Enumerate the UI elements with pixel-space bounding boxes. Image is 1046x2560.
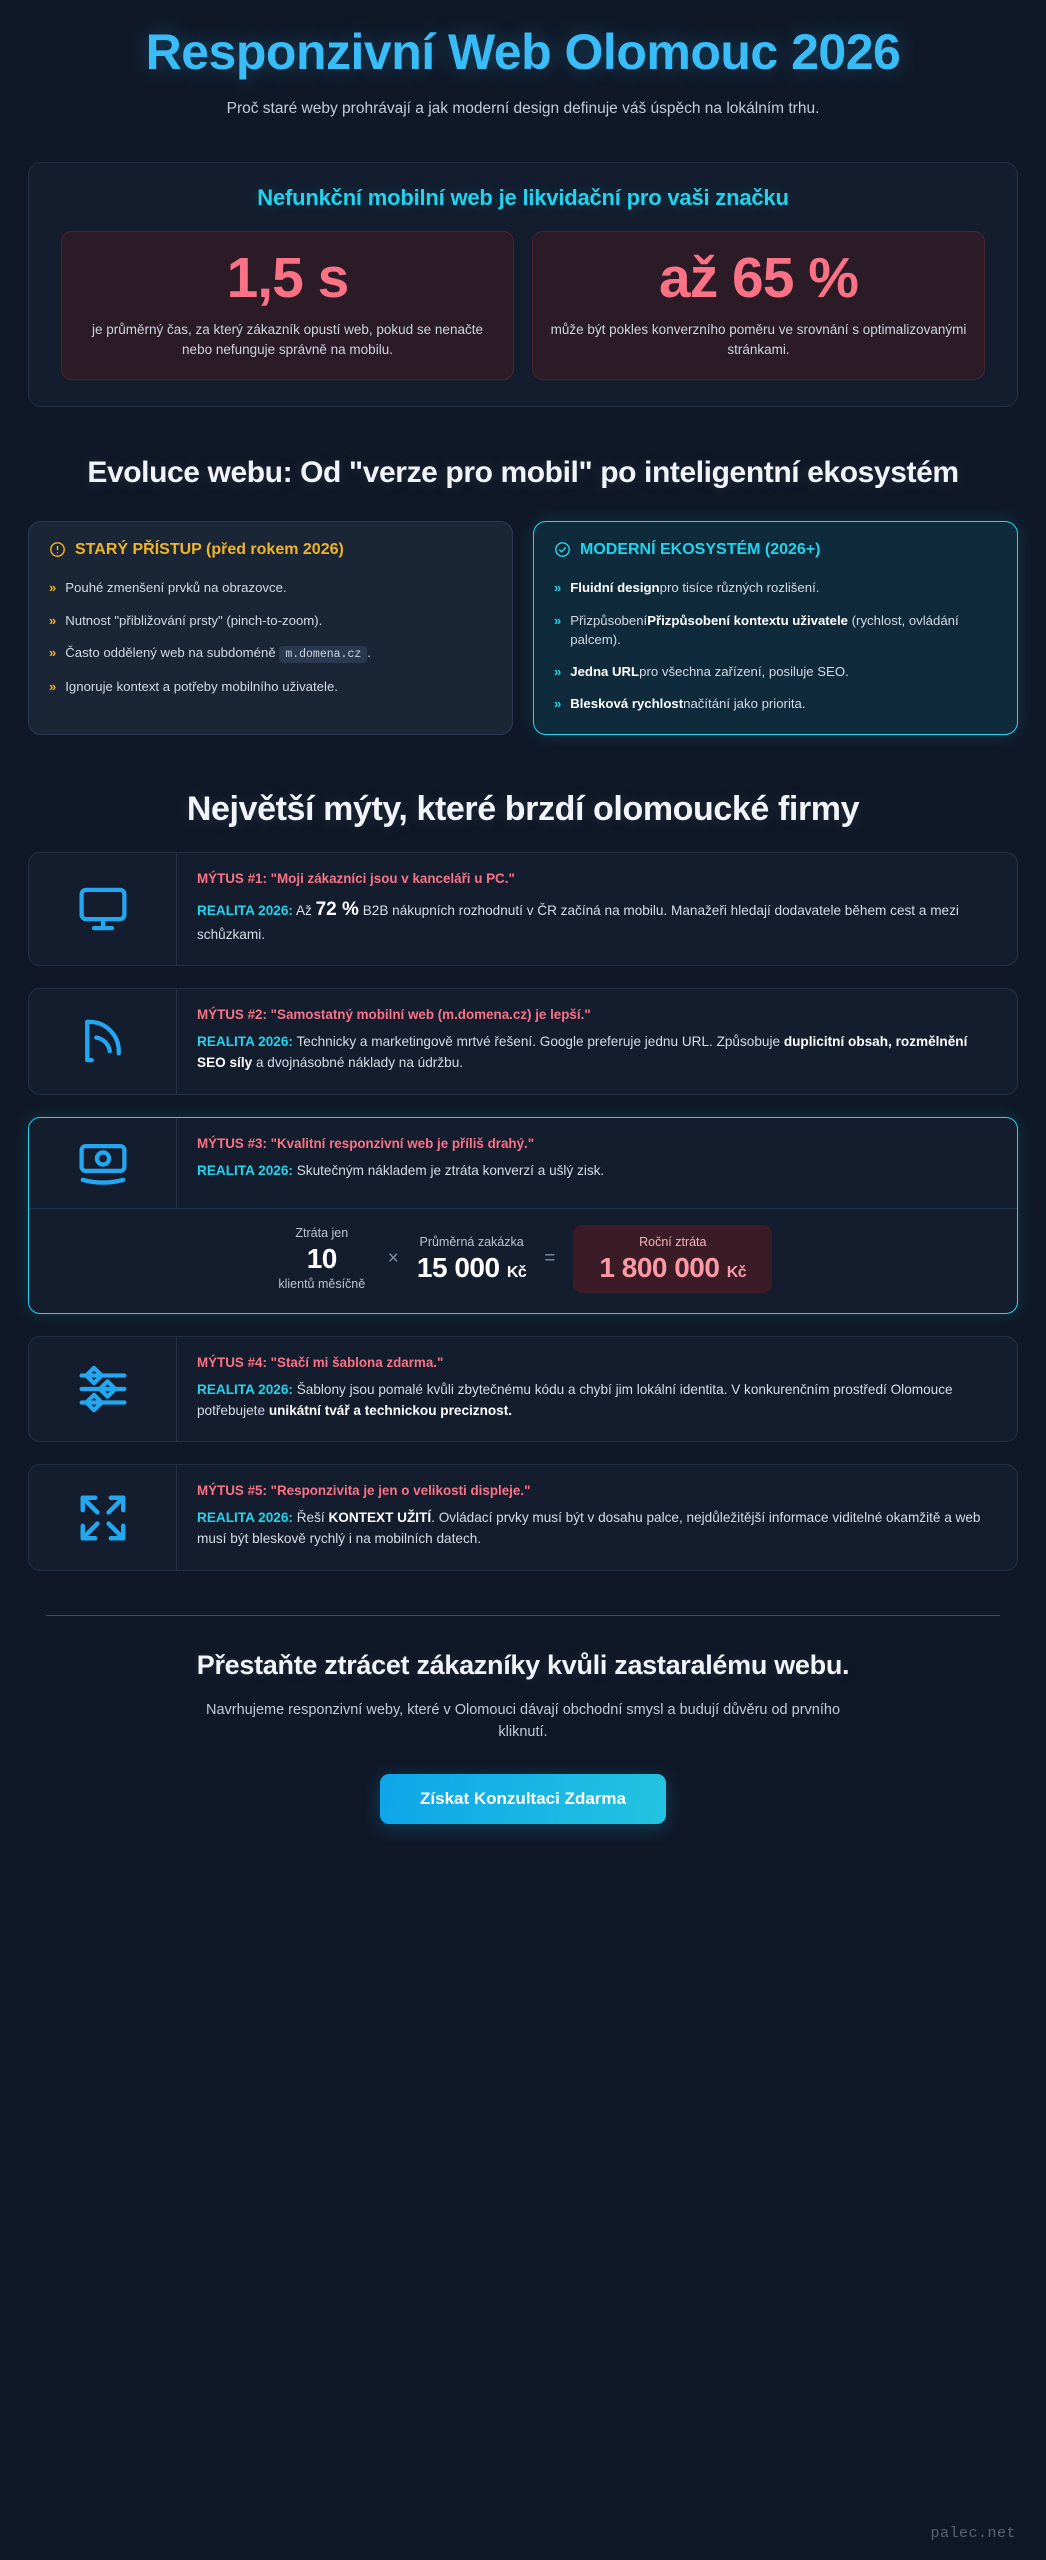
reality-post: . Ovládací prvky musí být v dosahu palce, nejdůležitější informace viditelné okamžitě a web musí být bleskově rychlý i na mobilních datech. [197,1510,981,1547]
list-item-text: Pouhé zmenšení prvků na obrazovce. [65,580,287,596]
calc-currency: Kč [726,1263,747,1281]
chevron-right-icon: » [554,663,562,679]
page-subtitle: Proč staré weby prohrávají a jak moderní design definuje váš úspěch na lokálním trhu. [226,100,820,117]
multiply-operator: × [387,1247,399,1269]
comparison-row [28,521,1018,735]
list-item [49,578,492,598]
evolution-heading: Evoluce webu: Od "verze pro mobil" po inteligentní ekosystém [87,456,959,490]
myth-body [177,989,1017,1093]
list-item [554,578,997,598]
chevron-right-icon: » [554,696,562,712]
list-item-text [570,662,849,682]
check-circle-icon [554,540,571,564]
stat-card [532,231,985,380]
stats-panel-title: Nefunkční mobilní web je likvidační pro vaši značku [257,185,789,211]
list-item-label: Často oddělený web na subdoméně [65,645,276,661]
brand-watermark: palec.net [930,2525,1016,2542]
reality-label: REALITA 2026: [197,902,293,918]
myth-title: MÝTUS #1: "Moji zákazníci jsou v kanceláři u PC." [197,870,515,886]
list-item-text [570,611,997,649]
list-item-text [570,694,805,714]
monitor-icon [29,853,177,966]
reality-pre: Technicky a marketingově mrtvé řešení. Google preferuje jednu URL. Způsobuje [292,1034,784,1050]
myth-top [29,1118,1017,1208]
calc-value [599,1251,746,1285]
myth-card [28,988,1018,1094]
myth-title: MÝTUS #4: "Stačí mi šablona zdarma." [197,1355,444,1371]
calc-number: 1 800 000 [599,1251,720,1283]
myth-card [28,1464,1018,1570]
myth-body [177,1118,1017,1208]
list-item [554,611,997,649]
footer-section [0,1616,1046,1834]
myth-title: MÝTUS #2: "Samostatný mobilní web (m.domena.cz) je lepší." [197,1007,591,1023]
myth-title: MÝTUS #5: "Responzivita je jen o velikosti displeje." [197,1483,531,1499]
chevron-right-icon: » [49,580,57,596]
calc-number: 15 000 [416,1251,500,1283]
calc-value: 10 [306,1243,337,1275]
reality-bold: duplicitní obsah, rozmělnění SEO síly [197,1034,968,1070]
list-item-rest: pro tisíce různých rozlišení. [659,580,820,596]
stat-value: 1,5 s [226,246,349,311]
loss-calculation-row [29,1208,1017,1313]
calc-label: Roční ztráta [639,1234,707,1249]
chevron-right-icon: » [49,645,57,661]
calc-order-value [417,1234,526,1284]
reality-label: REALITA 2026: [197,1382,293,1398]
equals-operator: = [544,1247,556,1269]
list-item [49,677,492,697]
reality-bold: unikátní tvář a technickou preciznost. [268,1402,513,1418]
list-item [49,643,492,664]
old-approach-header [49,540,492,564]
chevron-right-icon: » [49,678,57,694]
list-item-lead: Přizpůsobení [570,612,648,628]
code-domain: m.domena.cz [279,646,367,663]
myth-card-highlighted [28,1117,1018,1314]
reality-post: B2B nákupních rozhodnutí v ČR začíná na mobilu. Manažeři hledají dodavatele během cest a mezi schůzkami. [197,902,959,942]
myth-reality [197,896,995,946]
myth-body [177,853,1017,966]
modern-ecosystem-list [554,578,997,714]
myth-reality [197,1032,995,1073]
list-item-suffix: . [367,645,371,661]
stat-description: je průměrný čas, za který zákazník opustí web, pokud se nenačte nebo nefunguje správně na mobilu. [92,322,483,357]
myth-title: MÝTUS #3: "Kvalitní responzivní web je příliš drahý." [197,1135,535,1151]
myth-body [177,1337,1017,1441]
reality-pre: Skutečným nákladem je ztráta konverzí a ušlý zisk. [292,1162,605,1178]
list-item-bold: Fluidní design [570,580,660,596]
stat-card [61,231,514,380]
hero-section [0,0,1046,126]
list-item [554,694,997,714]
stat-value: až 65 % [659,246,858,311]
consultation-cta-button[interactable]: Získat Konzultaci Zdarma [380,1774,666,1824]
myth-reality [197,1161,995,1182]
myths-heading: Největší mýty, které brzdí olomoucké firmy [186,789,860,828]
reality-pre: Řeší [292,1510,329,1526]
chevron-right-icon: » [554,580,562,596]
myth-card [28,852,1018,967]
list-item-rest: načítání jako priorita. [683,696,806,712]
reality-highlight: 72 % [315,898,359,920]
footer-title: Přestaňte ztrácet zákazníky kvůli zastaralému webu. [196,1649,850,1680]
myth-body [177,1465,1017,1569]
calc-label-top: Ztráta jen [295,1226,349,1241]
reality-label: REALITA 2026: [197,1510,293,1526]
banknote-icon [29,1118,177,1208]
stat-description: může být pokles konverzního poměru ve srovnání s optimalizovanými stránkami. [550,322,967,357]
sliders-icon [29,1337,177,1441]
list-item-text [65,643,371,664]
old-approach-list [49,578,492,696]
list-item [554,662,997,682]
chevron-right-icon: » [554,612,562,628]
page-title: Responzivní Web Olomouc 2026 [145,24,901,80]
reality-bold: KONTEXT UŽITÍ [328,1510,432,1526]
modern-ecosystem-card [533,521,1018,735]
list-item [49,611,492,631]
reality-pre: Až [292,902,316,918]
old-approach-title: STARÝ PŘÍSTUP (před rokem 2026) [75,541,344,559]
reality-label: REALITA 2026: [197,1162,293,1178]
calc-annual-loss [573,1225,772,1293]
list-item-bold: Blesková rychlost [570,696,684,712]
reality-pre: Šablony jsou pomalé kvůli zbytečnému kódu a chybí jim lokální identita. V konkurenčním prostředí Olomouce potřebujete [197,1382,953,1418]
list-item-rest: (rychlost, ovládání palcem). [570,612,959,647]
calc-currency: Kč [506,1263,527,1281]
list-item-text: Ignoruje kontext a potřeby mobilního uživatele. [65,678,338,694]
list-item-bold: Přizpůsobení kontextu uživatele [647,612,848,628]
calc-value [417,1251,526,1285]
footer-subtitle: Navrhujeme responzivní weby, které v Olomouci dávají obchodní smysl a budují důvěru od prvního kliknutí. [205,1701,841,1741]
chevron-right-icon: » [49,612,57,628]
calc-clients [274,1225,370,1292]
myth-card [28,1336,1018,1442]
signal-icon [29,989,177,1093]
myth-reality [197,1508,995,1549]
list-item-rest: pro všechna zařízení, posiluje SEO. [639,663,849,679]
calc-label: Průměrná zakázka [419,1234,524,1249]
old-approach-card [28,521,513,735]
reality-post: a dvojnásobné náklady na údržbu. [252,1054,464,1070]
stats-panel [28,162,1018,407]
reality-label: REALITA 2026: [197,1034,293,1050]
expand-arrows-icon [29,1465,177,1569]
calc-label-bottom: klientů měsíčně [278,1276,366,1291]
list-item-bold: Jedna URL [570,663,640,679]
list-item-text [570,578,819,598]
modern-ecosystem-title: MODERNÍ EKOSYSTÉM (2026+) [580,541,821,559]
modern-ecosystem-header [554,540,997,564]
alert-circle-icon [49,540,66,564]
list-item-text: Nutnost "přibližování prsty" (pinch-to-zoom). [65,612,323,628]
myth-reality [197,1380,995,1421]
stats-row [47,231,999,380]
